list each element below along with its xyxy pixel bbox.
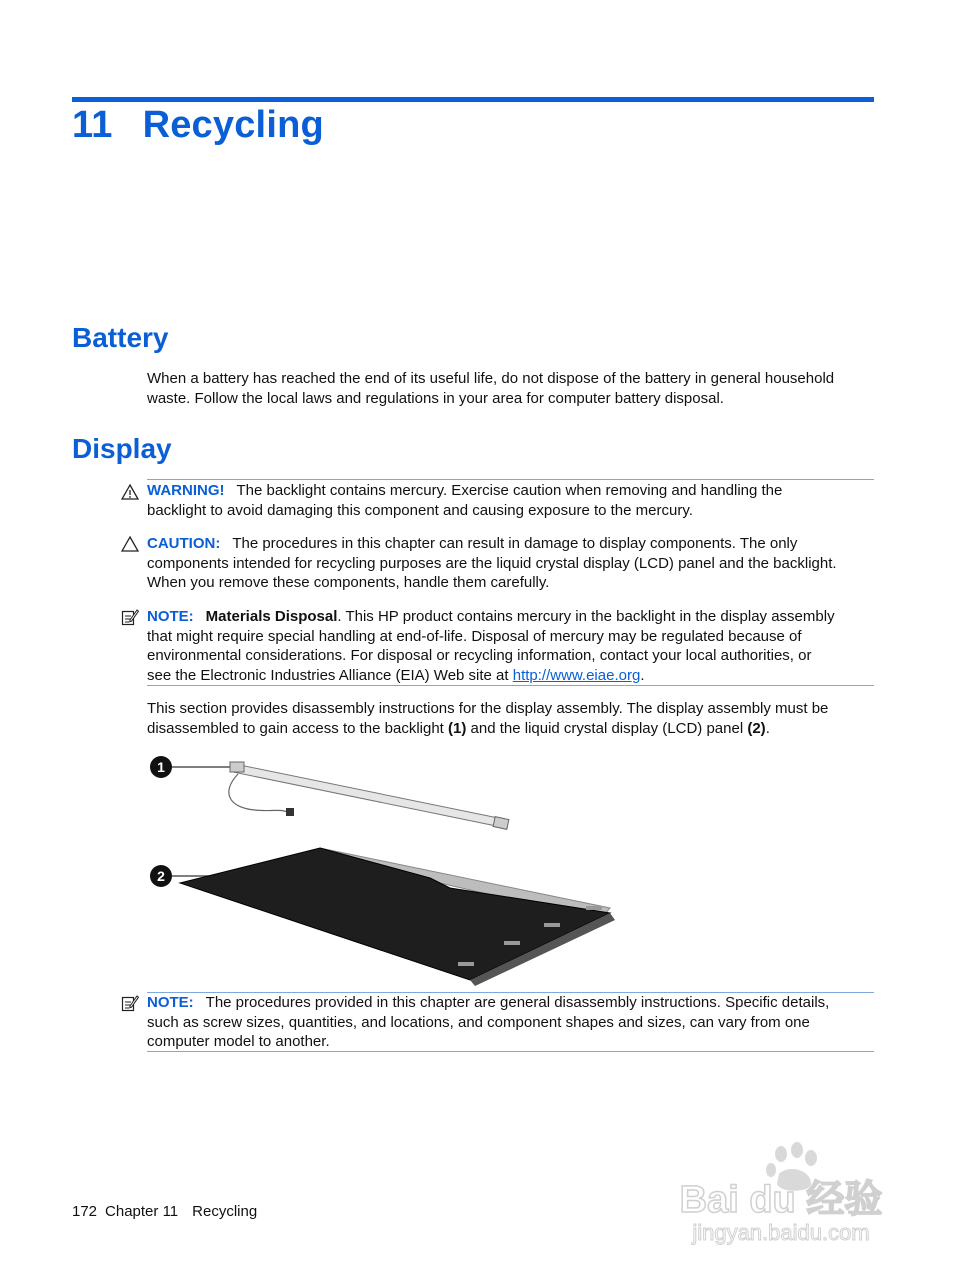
note-pencil-icon [121,994,139,1012]
caution-line-2: components intended for recycling purposes are the liquid crystal display (LCD) panel and the backlight. [147,554,837,572]
callout-2-label: 2 [157,868,165,884]
battery-line-1: When a battery has reached the end of its useful life, do not dispose of the battery in general household [147,370,835,387]
intro-line-1: This section provides disassembly instructions for the display assembly. The display assembly must be [147,700,829,717]
intro-line-2c: . [765,719,770,737]
note-block-1 [147,607,875,685]
display-components-illustration [140,748,630,988]
intro-line-2a: disassembled to gain access to the backlight [147,719,449,737]
lcd-panel-part [180,848,615,986]
note1-line-3: environmental considerations. For disposal or recycling information, contact your local authorities, or [147,647,812,664]
note2-line-1: The procedures provided in this chapter are general disassembly instructions. Specific details, [205,994,830,1011]
chapter-rule [72,97,874,102]
baidu-watermark-logo [661,1140,901,1250]
warning-line-1: The backlight contains mercury. Exercise caution when removing and handling the [236,482,783,499]
caution-line-3: When you remove these components, handle them carefully. [147,574,550,591]
footer-title: Recycling [192,1203,258,1220]
note1-line-4-end: . [640,666,645,684]
footer-chapter: Chapter 11 [105,1203,179,1220]
intro-ref-2: (2) [747,719,766,737]
note2-bottom-rule [147,1051,874,1052]
caution-triangle-icon [121,535,139,553]
chapter-number: 11 [72,104,113,146]
warning-line-2: backlight to avoid damaging this component and causing exposure to the mercury. [147,501,693,519]
intro-ref-1: (1) [448,719,467,737]
note2-line-3: computer model to another. [147,1033,330,1050]
display-heading: Display [72,433,172,464]
watermark-site: jingyan.baidu.com [692,1220,870,1245]
note-block-2 [147,993,875,1052]
watermark-brand: Bai du 经验 [679,1179,883,1221]
note1-line-1: . This HP product contains mercury in the backlight in the display assembly [337,608,835,625]
callout-1-label: 1 [157,759,165,775]
callout-1 [150,756,235,778]
chapter-title-text: Recycling [142,104,324,146]
intro-line-2b: and the liquid crystal display (LCD) panel [466,719,748,737]
battery-paragraph [147,369,875,408]
note2-line-2: such as screw sizes, quantities, and locations, and component shapes and sizes, can vary from one [147,1013,810,1031]
note2-label: NOTE: [147,994,194,1011]
page-footer [72,1203,265,1220]
warning-top-rule [147,479,874,480]
warning-block [147,481,875,520]
chapter-title [72,104,324,147]
warning-triangle-icon [121,483,139,501]
backlight-part [229,762,509,829]
note1-line-2: that might require special handling at end-of-life. Disposal of mercury may be regulated because of [147,627,802,645]
note1-bold: Materials Disposal [205,608,338,625]
caution-line-1: The procedures in this chapter can result in damage to display components. The only [232,535,798,552]
battery-heading: Battery [72,322,169,353]
battery-line-2: waste. Follow the local laws and regulations in your area for computer battery disposal. [147,389,724,407]
note-pencil-icon [121,608,139,626]
caution-block [147,534,875,593]
warning-label: WARNING! [147,482,225,499]
note1-bottom-rule [147,685,874,686]
note1-line-4: see the Electronic Industries Alliance (EIA) Web site at [147,666,513,684]
note1-label: NOTE: [147,608,194,625]
page-number: 172 [72,1203,98,1220]
display-intro-paragraph [147,699,875,738]
eia-website-link[interactable]: http://www.eiae.org [512,666,641,684]
caution-label: CAUTION: [147,535,221,552]
